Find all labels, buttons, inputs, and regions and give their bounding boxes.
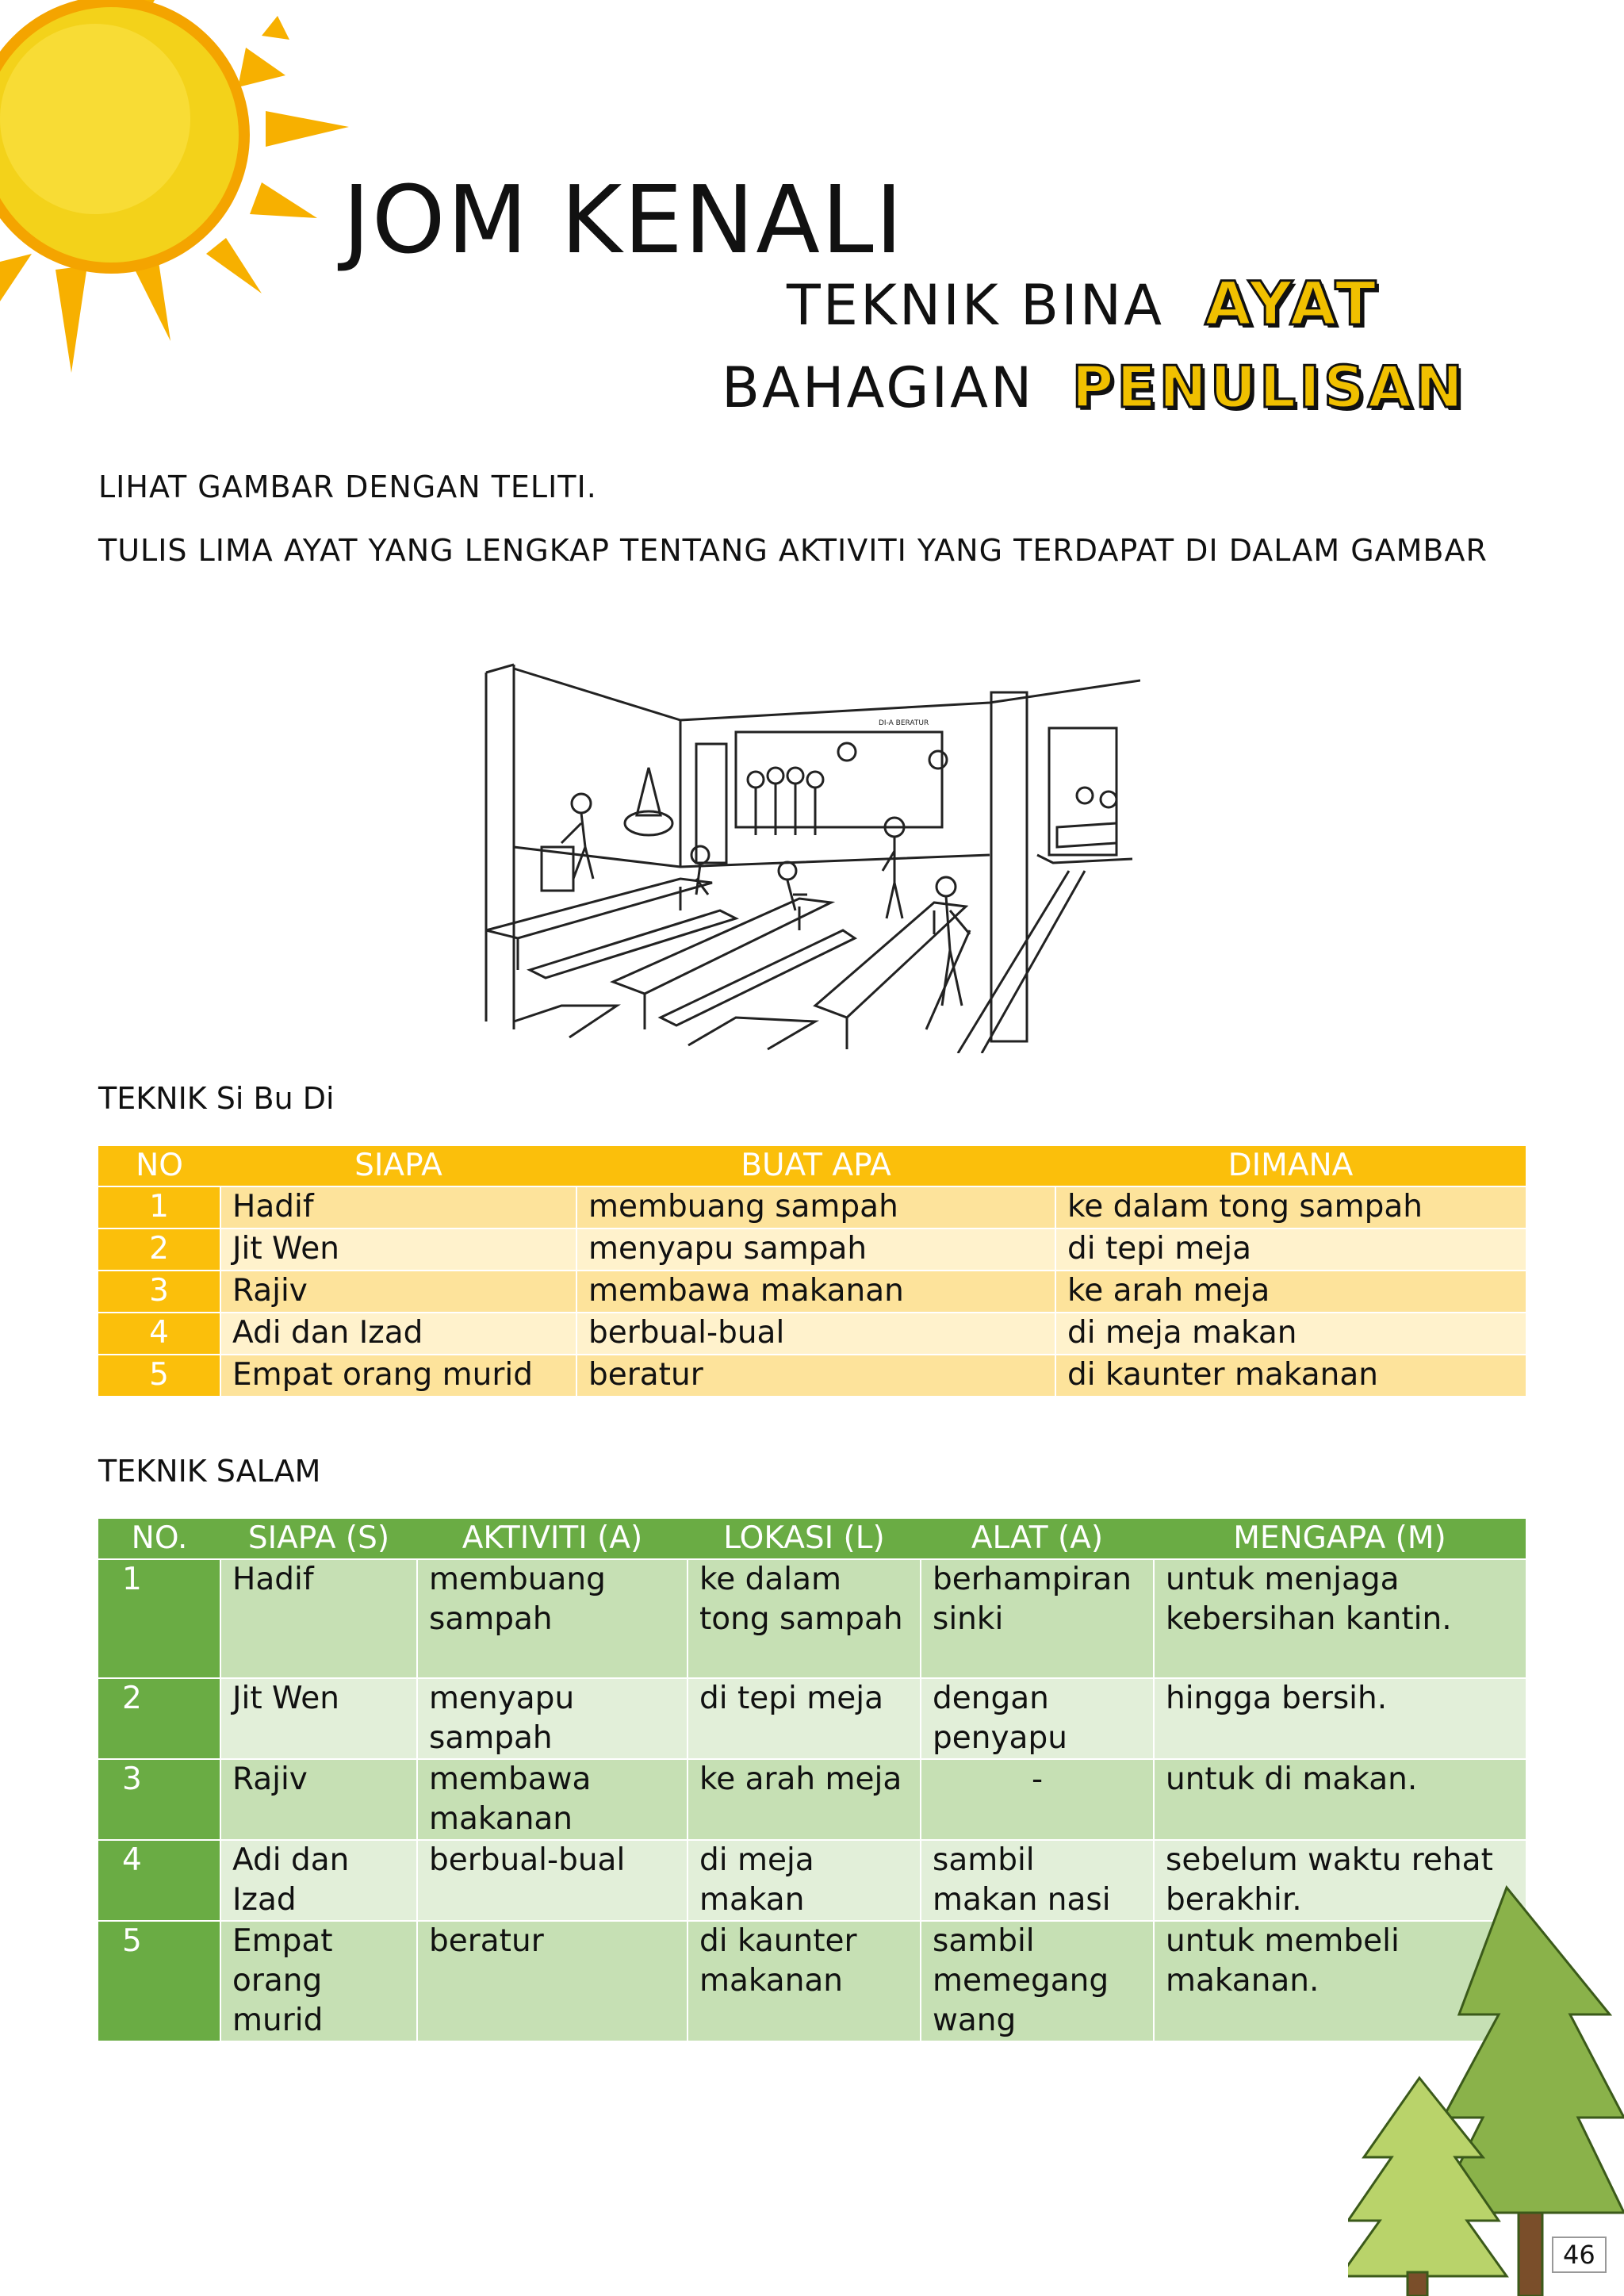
table-header-row (98, 1519, 1526, 1559)
cell-no: 4 (98, 1840, 220, 1921)
header-buat-apa: BUAT APA (576, 1146, 1055, 1186)
table-row (98, 1559, 1526, 1678)
cell-aktiviti: berbual-bual (417, 1840, 688, 1921)
sibudi-table (98, 1146, 1526, 1396)
page-title: JOM KENALI (343, 165, 905, 274)
table-row (98, 1271, 1526, 1313)
cell-buat-apa: beratur (576, 1355, 1055, 1396)
table-header-row (98, 1146, 1526, 1186)
cell-no: 1 (98, 1559, 220, 1678)
page-number: 46 (1552, 2237, 1607, 2273)
cell-buat-apa: membawa makanan (576, 1271, 1055, 1313)
header-aktiviti: AKTIVITI (A) (417, 1519, 688, 1559)
subtitle-prefix: TEKNIK BINA (787, 273, 1164, 338)
cell-mengapa: untuk membeli makanan. (1154, 1921, 1526, 2041)
cell-buat-apa: berbual-bual (576, 1313, 1055, 1355)
cell-siapa: Adi dan Izad (220, 1313, 576, 1355)
cell-aktiviti: menyapu sampah (417, 1678, 688, 1759)
cell-no: 3 (98, 1271, 220, 1313)
subtitle-highlight: AYAT (1205, 268, 1380, 339)
table-row (98, 1678, 1526, 1759)
cell-aktiviti: beratur (417, 1921, 688, 2041)
cell-siapa: Empat orang murid (220, 1355, 576, 1396)
cell-mengapa: untuk menjaga kebersihan kantin. (1154, 1559, 1526, 1678)
subtitle-line-1 (787, 268, 1380, 339)
table-row (98, 1921, 1526, 2041)
cell-lokasi: ke dalam tong sampah (688, 1559, 921, 1678)
cell-siapa: Empat orang murid (220, 1921, 417, 2041)
cell-buat-apa: menyapu sampah (576, 1228, 1055, 1271)
table-row (98, 1313, 1526, 1355)
cell-lokasi: ke arah meja (688, 1759, 921, 1840)
cell-no: 2 (98, 1228, 220, 1271)
cell-mengapa: hingga bersih. (1154, 1678, 1526, 1759)
trees-icon (1348, 1880, 1624, 2296)
cell-siapa: Jit Wen (220, 1228, 576, 1271)
cell-alat: berhampiran sinki (921, 1559, 1154, 1678)
table-row (98, 1228, 1526, 1271)
subtitle-prefix: BAHAGIAN (722, 355, 1035, 420)
cell-aktiviti: membuang sampah (417, 1559, 688, 1678)
cell-lokasi: di meja makan (688, 1840, 921, 1921)
section-label-sibudi: TEKNIK Si Bu Di (98, 1081, 335, 1116)
header-alat: ALAT (A) (921, 1519, 1154, 1559)
cell-lokasi: di tepi meja (688, 1678, 921, 1759)
section-label-salam: TEKNIK SALAM (98, 1454, 321, 1489)
cell-mengapa: untuk di makan. (1154, 1759, 1526, 1840)
canteen-illustration (482, 657, 1140, 1053)
cell-siapa: Rajiv (220, 1759, 417, 1840)
cell-no: 1 (98, 1186, 220, 1228)
cell-dimana: di meja makan (1055, 1313, 1526, 1355)
header-mengapa: MENGAPA (M) (1154, 1519, 1526, 1559)
header-siapa: SIAPA (220, 1146, 576, 1186)
cell-aktiviti: membawa makanan (417, 1759, 688, 1840)
subtitle-line-2 (722, 354, 1466, 420)
header-no: NO. (98, 1519, 220, 1559)
cell-no: 4 (98, 1313, 220, 1355)
subtitle-highlight: PENULISAN (1071, 354, 1466, 420)
cell-dimana: di tepi meja (1055, 1228, 1526, 1271)
cell-dimana: ke dalam tong sampah (1055, 1186, 1526, 1228)
table-row (98, 1355, 1526, 1396)
cell-alat: sambil makan nasi (921, 1840, 1154, 1921)
cell-dimana: di kaunter makanan (1055, 1355, 1526, 1396)
header-no: NO (98, 1146, 220, 1186)
cell-siapa: Adi dan Izad (220, 1840, 417, 1921)
cell-mengapa: sebelum waktu rehat berakhir. (1154, 1840, 1526, 1921)
header-lokasi: LOKASI (L) (688, 1519, 921, 1559)
salam-table (98, 1519, 1526, 2041)
cell-alat: dengan penyapu (921, 1678, 1154, 1759)
table-row (98, 1186, 1526, 1228)
cell-siapa: Hadif (220, 1559, 417, 1678)
sun-icon (0, 0, 365, 373)
cell-no: 5 (98, 1921, 220, 2041)
cell-no: 2 (98, 1678, 220, 1759)
header-siapa: SIAPA (S) (220, 1519, 417, 1559)
cell-no: 5 (98, 1355, 220, 1396)
cell-buat-apa: membuang sampah (576, 1186, 1055, 1228)
table-row (98, 1840, 1526, 1921)
cell-dimana: ke arah meja (1055, 1271, 1526, 1313)
illustration-sign: DI-A BERATUR (879, 719, 929, 727)
instruction-2: TULIS LIMA AYAT YANG LENGKAP TENTANG AKTIVITI YANG TERDAPAT DI DALAM GAMBAR (98, 533, 1488, 568)
cell-lokasi: di kaunter makanan (688, 1921, 921, 2041)
cell-siapa: Rajiv (220, 1271, 576, 1313)
header-dimana: DIMANA (1055, 1146, 1526, 1186)
cell-no: 3 (98, 1759, 220, 1840)
cell-siapa: Hadif (220, 1186, 576, 1228)
table-row (98, 1759, 1526, 1840)
cell-alat: sambil memegang wang (921, 1921, 1154, 2041)
instruction-1: LIHAT GAMBAR DENGAN TELITI. (98, 470, 597, 504)
cell-siapa: Jit Wen (220, 1678, 417, 1759)
cell-alat: - (921, 1759, 1154, 1840)
